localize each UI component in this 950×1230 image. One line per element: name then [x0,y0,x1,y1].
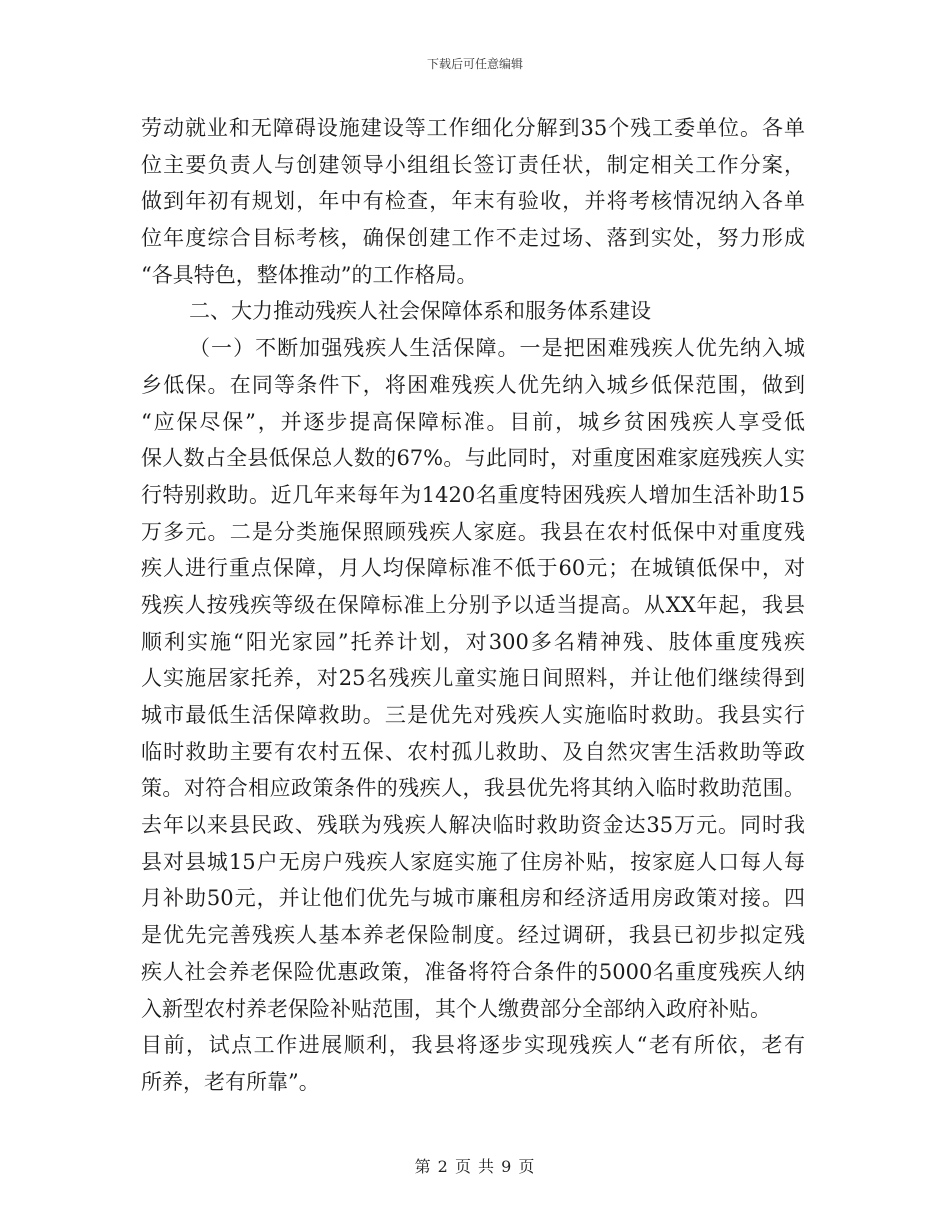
text-line: 目前，试点工作进展顺利，我县将逐步实现残疾人“老有所依，老有 [141,1033,805,1058]
text-line: “各具特色，整体推动”的工作格局。 [141,262,478,287]
text-line: 疾人进行重点保障，月人均保障标准不低于60元；在城镇低保中，对 [141,556,805,581]
text-line: 残疾人按残疾等级在保障标准上分别予以适当提高。从XX年起，我县 [141,592,805,617]
text-line: 临时救助主要有农村五保、农村孤儿救助、及自然灾害生活救助等政 [141,739,805,764]
text-line: （一）不断加强残疾人生活保障。一是把困难残疾人优先纳入城 [189,336,805,361]
text-line: 劳动就业和无障碍设施建设等工作细化分解到35个残工委单位。各单 [141,116,805,140]
text-line: 二、大力推动残疾人社会保障体系和服务体系建设 [189,299,651,324]
text-line: 策。对符合相应政策条件的残疾人，我县优先将其纳入临时救助范围。 [141,776,805,801]
document-body [141,110,805,1101]
text-line: 顺利实施“阳光家园”托养计划，对300多名精神残、肢体重度残疾 [141,629,805,654]
text-line: 疾人社会养老保险优惠政策，准备将符合条件的5000名重度残疾人纳 [141,959,805,984]
page-footer: 第 2 页 共 9 页 [414,1157,536,1176]
text-line: 位主要负责人与创建领导小组组长签订责任状，制定相关工作分案， [141,152,805,177]
text-line: 去年以来县民政、残联为残疾人解决临时救助资金达35万元。同时我 [141,813,805,838]
text-line: 人实施居家托养，对25名残疾儿童实施日间照料，并让他们继续得到 [141,666,805,691]
text-line: 保人数占全县低保总人数的67%。与此同时，对重度困难家庭残疾人实 [141,446,805,471]
text-line: 做到年初有规划，年中有检查，年末有验收，并将考核情况纳入各单 [141,189,805,214]
page-header: 下载后可任意编辑 [426,57,523,71]
text-line: 县对县城15户无房户残疾人家庭实施了住房补贴，按家庭人口每人每 [141,849,805,874]
text-line: “应保尽保”，并逐步提高保障标准。目前，城乡贫困残疾人享受低 [141,409,805,434]
text-line: 位年度综合目标考核，确保创建工作不走过场、落到实处，努力形成 [141,226,805,251]
text-line: 月补助50元，并让他们优先与城市廉租房和经济适用房政策对接。四 [141,886,805,911]
text-line: 是优先完善残疾人基本养老保险制度。经过调研，我县已初步拟定残 [141,923,805,948]
text-line: 乡低保。在同等条件下，将困难残疾人优先纳入城乡低保范围，做到 [141,372,805,397]
text-line: 行特别救助。近几年来每年为1420名重度特困残疾人增加生活补助15 [141,482,805,507]
text-line: 入新型农村养老保险补贴范围，其个人缴费部分全部纳入政府补贴。 [141,996,771,1021]
text-line: 城市最低生活保障救助。三是优先对残疾人实施临时救助。我县实行 [141,703,805,727]
text-line: 万多元。二是分类施保照顾残疾人家庭。我县在农村低保中对重度残 [141,519,805,544]
text-line: 所养，老有所靠”。 [141,1069,320,1094]
